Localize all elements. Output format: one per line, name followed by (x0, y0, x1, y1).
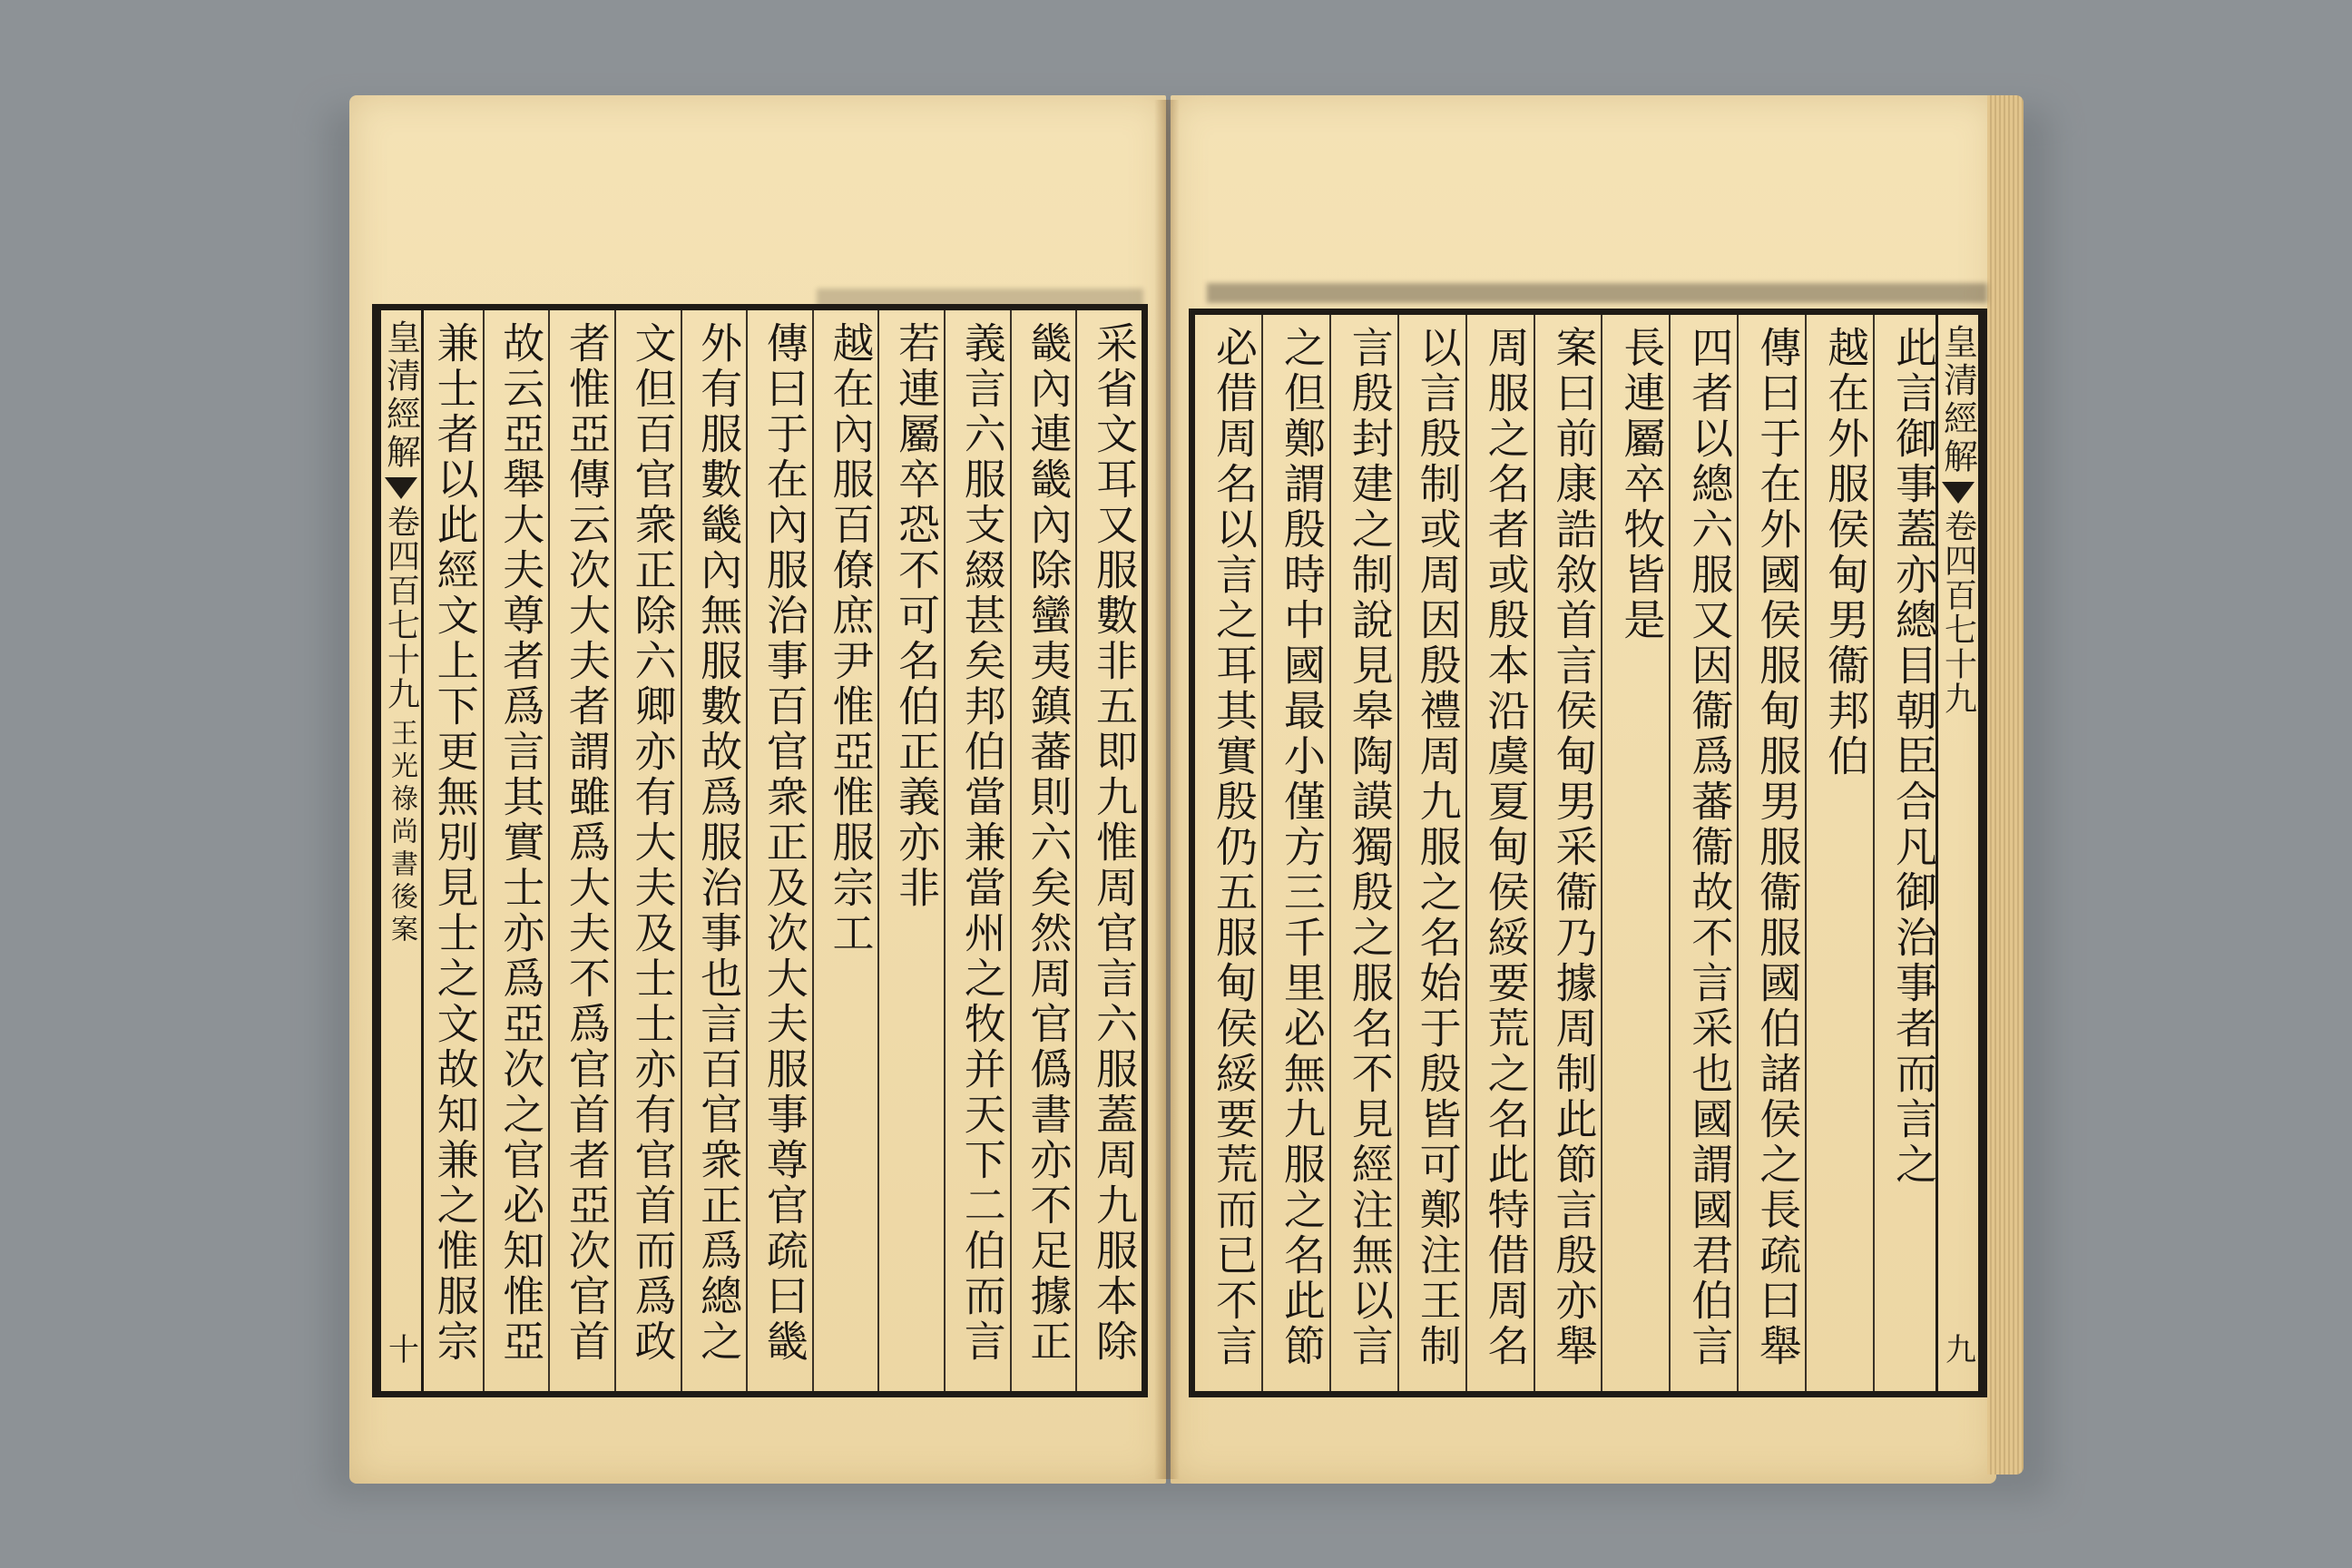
fish-tail-mark (1942, 482, 1975, 504)
text-column: 越在內服百僚庶尹惟亞惟服宗工 (812, 310, 878, 1391)
fold-volume: 卷四百七十九 (1939, 509, 1977, 716)
text-column: 兼士者以此經文上下更無別見士之文故知兼之惟服宗 (430, 321, 480, 1365)
text-column: 言殷封建之制說見皋陶謨獨殷之服名不見經注無以言 (1329, 315, 1397, 1391)
text-column: 必借周名以言之耳其實殷仍五服甸侯綏要荒而已不言 (1209, 326, 1259, 1369)
fold-title: 皇清經解 (1937, 324, 1978, 476)
right-fold-column (1936, 315, 1981, 1391)
text-column: 者惟亞傳云次大夫者謂雖爲大夫不爲官首者亞次官首 (548, 310, 614, 1391)
text-column: 義言六服支綴甚矣邦伯當兼當州之牧并天下二伯而言 (944, 310, 1010, 1391)
text-column: 傳曰于在外國侯服甸服男服衞服國伯諸侯之長疏曰舉 (1737, 315, 1805, 1391)
text-column: 文但百官衆正除六卿亦有大夫及士士亦有官首而爲政 (614, 310, 681, 1391)
fish-tail-mark (385, 477, 417, 499)
left-text-columns (418, 310, 1142, 1391)
fold-title: 皇清經解 (380, 319, 421, 472)
text-column: 此言御事蓋亦總目朝臣合凡御治事者而言之 (1873, 315, 1941, 1391)
page-edges (1987, 95, 2024, 1475)
text-column: 外有服數畿內無服數故爲服治事也言百官衆正爲總之 (681, 310, 747, 1391)
right-page-frame (1189, 309, 1987, 1397)
text-column: 以言殷制或周因殷禮周九服之名始于殷皆可鄭注王制 (1397, 315, 1465, 1391)
text-column: 案曰前康誥敘首言侯甸男采衞乃據周制此節言殷亦舉 (1534, 315, 1602, 1391)
fold-page-number: 九 (1939, 1333, 1976, 1364)
fold-volume: 卷四百七十九 (382, 505, 420, 711)
text-column: 若連屬卒恐不可名伯正義亦非 (877, 310, 944, 1391)
right-text-columns (1195, 315, 1941, 1391)
left-page-frame (372, 304, 1148, 1397)
text-column: 越在外服侯甸男衞邦伯 (1805, 315, 1873, 1391)
ink-smudge (1207, 283, 1987, 303)
text-column: 之但鄭謂殷時中國最小僅方三千里必無九服之名此節 (1261, 315, 1329, 1391)
text-column: 采省文耳又服數非五即九惟周官言六服蓋周九服本除 (1075, 310, 1142, 1391)
fold-page-number: 十 (382, 1333, 419, 1364)
left-fold-column (378, 310, 424, 1391)
text-column: 故云亞舉大夫尊者爲言其實士亦爲亞次之官必知惟亞 (483, 310, 549, 1391)
text-column: 傳曰于在內服治事百官衆正及次大夫服事尊官疏曰畿 (746, 310, 812, 1391)
text-column: 四者以總六服又因衞爲蕃衞故不言采也國謂國君伯言 (1669, 315, 1737, 1391)
book-gutter (1154, 100, 1180, 1479)
text-column: 長連屬卒牧皆是 (1601, 315, 1669, 1391)
fold-author: 王光祿尚書後案 (386, 719, 417, 947)
text-column: 周服之名者或殷本沿虞夏甸侯綏要荒之名此特借周名 (1465, 315, 1534, 1391)
text-column: 畿內連畿內除蠻夷鎮蕃則六矣然周官僞書亦不足據正 (1010, 310, 1076, 1391)
